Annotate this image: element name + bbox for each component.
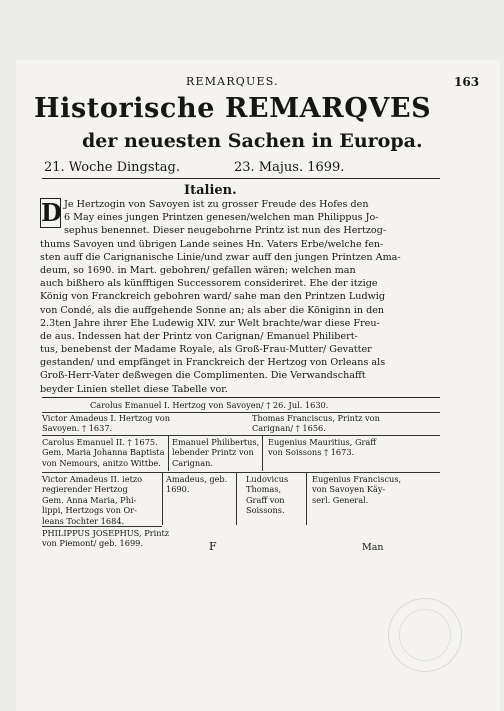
table-cell-line: Ludovicus (246, 474, 289, 484)
table-root: Carolus Emanuel I. Hertzog von Savoyen/ † 26. Jul. 1630. (90, 400, 329, 410)
table-cell-line: Victor Amadeus I. Hertzog von (42, 413, 170, 423)
table-cell-line: von Nemours, anitzo Wittbe. (42, 457, 161, 468)
body-line: gestanden/ und empfänget in Franckreich der Hertzog von Orleans als (40, 357, 386, 369)
table-cell-amadeus (166, 474, 227, 495)
body-line: Groß-Herr-Vater deßwegen die Complimenten. Die Verwandschafft (40, 370, 366, 382)
drop-cap: D (41, 198, 62, 227)
table-cell-thomas-franciscus (252, 413, 380, 434)
library-stamp (388, 598, 462, 672)
table-divider (42, 435, 440, 436)
page-subtitle: der neuesten Sachen in Europa. (82, 130, 423, 152)
article-body (40, 198, 452, 396)
body-line: König von Franckreich gebohren ward/ sahe man den Printzen Ludwig (40, 291, 386, 303)
table-cell-line: Eugenius Franciscus, (312, 474, 402, 484)
table-cell-line: leans Tochter 1684. (42, 515, 125, 526)
table-cell-ludovicus-thomas (246, 474, 288, 516)
body-line: auch bißhero als künfftigen Successorem consideriret. Ehe der itzige (40, 278, 378, 290)
table-cell-line: lippi, Hertzogs von Or- (42, 505, 137, 516)
table-cell-carolus-emanuel-ii (42, 437, 164, 468)
table-vline (168, 436, 169, 471)
running-head: REMARQUES. (186, 75, 279, 88)
table-cell-line: PHILIPPUS JOSEPHUS, Printz (42, 528, 170, 538)
table-cell-line: von Savoyen Käy- (312, 484, 386, 495)
section-heading: Italien. (184, 183, 237, 198)
table-cell-line: Eugenius Mauritius, Graff (268, 437, 377, 447)
body-line: deum, so 1690. in Mart. gebohren/ gefallen wären; welchen man (40, 264, 356, 276)
table-cell-line: Gem. Maria Johanna Baptista (42, 447, 165, 458)
table-cell-victor-amadeus-ii (42, 474, 142, 526)
body-line: 2.3ten Jahre ihrer Ehe Ludewig XIV. zur Welt brachte/war diese Freu- (40, 317, 380, 329)
table-cell-line: von Soissons † 1673. (268, 447, 355, 458)
table-vline (236, 473, 237, 525)
table-cell-eugenius-mauritius (268, 437, 376, 458)
body-line: sten auff die Carignanische Linie/und zwar auff den jungen Printzen Ama- (40, 251, 401, 263)
body-line: von Condé, als die auffgehende Sonne an; als aber die Königinn in den (40, 304, 385, 316)
table-divider (42, 526, 162, 527)
table-cell-line: lebender Printz von (172, 447, 254, 458)
table-cell-line: von Piemont/ geb. 1699. (42, 538, 143, 549)
body-line: sephus benennet. Dieser neugebohrne Printz ist nun des Hertzog- (64, 225, 387, 237)
page-title: Historische REMARQVES (34, 93, 432, 124)
table-cell-philippus-josephus (42, 528, 169, 549)
issue-dateline (44, 160, 444, 175)
table-cell-eugenius-franciscus (312, 474, 401, 505)
table-cell-line: Gem. Anna Maria, Phi- (42, 494, 137, 505)
header-rule (42, 178, 440, 179)
body-line: tus, benebenst der Madame Royale, als Groß-Frau-Mutter/ Gevatter (40, 344, 372, 356)
signature-mark: F (209, 540, 217, 553)
table-cell-line: Carignan/ † 1656. (252, 423, 326, 434)
table-vline (262, 436, 263, 471)
body-line: beyder Linien stellet diese Tabelle vor. (40, 383, 228, 395)
page-number: 163 (454, 75, 480, 89)
body-line: 6 May eines jungen Printzen genesen/welchen man Philippus Jo- (64, 212, 379, 224)
table-cell-line: serl. General. (312, 494, 369, 505)
table-cell-line: 1690. (166, 484, 190, 495)
table-cell-line: Soissons. (246, 505, 285, 516)
table-cell-line: Savoyen. † 1637. (42, 423, 113, 434)
table-cell-emanuel-philibertus (172, 437, 259, 468)
table-cell-line: regierender Hertzog (42, 484, 128, 495)
body-line: thums Savoyen und übrigen Lande seines Hn. Vaters Erbe/welche fen- (40, 238, 384, 250)
catchword: Man (362, 542, 384, 553)
table-cell-line: Carolus Emanuel II. † 1675. (42, 437, 158, 447)
issue-date: 23. Majus. 1699. (234, 160, 345, 175)
table-cell-line: Graff von (246, 494, 285, 505)
table-cell-victor-amadeus-i (42, 413, 170, 434)
table-cell-line: Amadeus, geb. (166, 474, 228, 484)
table-cell-line: Carignan. (172, 457, 213, 468)
table-vline (162, 473, 163, 525)
table-divider (42, 472, 440, 473)
issue-label: 21. Woche Dingstag. (44, 160, 180, 175)
body-line: de aus. Indessen hat der Printz von Carignan/ Emanuel Philibert- (40, 330, 358, 342)
body-line: Je Hertzogin von Savoyen ist zu grosser Freude des Hofes den (64, 199, 369, 210)
table-vline (306, 473, 307, 525)
table-cell-line: Thomas Franciscus, Printz von (252, 413, 380, 423)
table-cell-line: Thomas, (246, 484, 282, 495)
table-cell-line: Victor Amadeus II. ietzo (42, 474, 143, 484)
table-top-rule (42, 397, 440, 398)
table-cell-line: Emanuel Philibertus, (172, 437, 260, 447)
